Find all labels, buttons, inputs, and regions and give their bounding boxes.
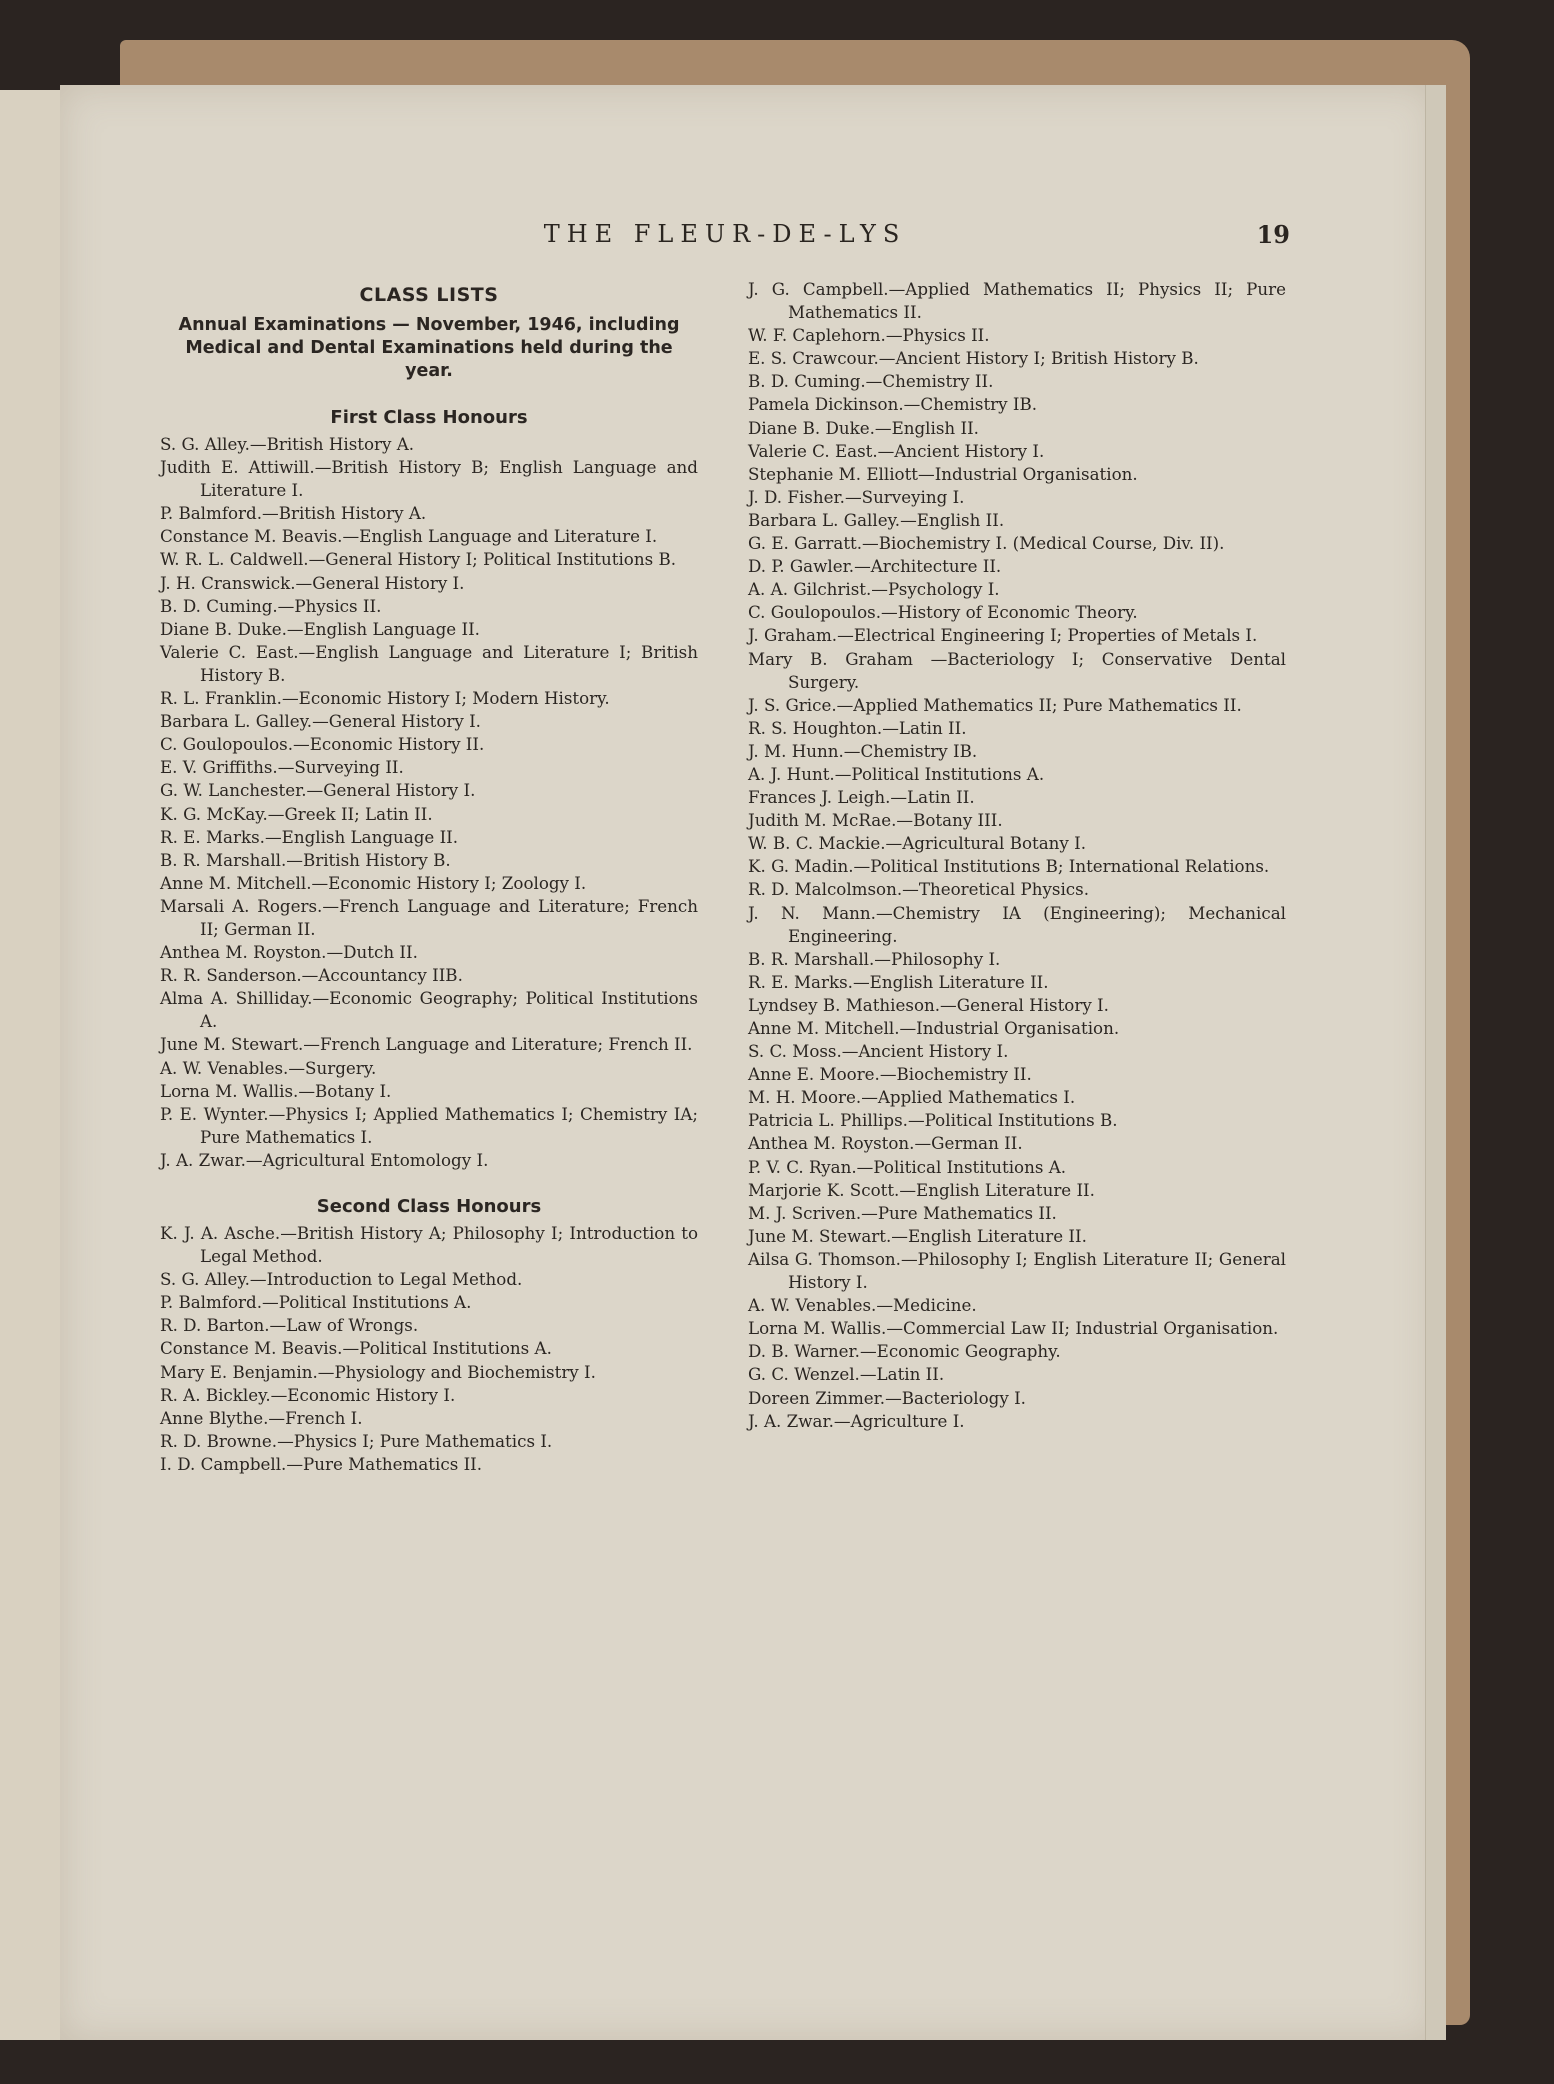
examinations-subheading: Annual Examinations — November, 1946, including Medical and Dental Examinations held during the year. bbox=[178, 315, 680, 381]
list-item: C. Goulopoulos.—Economic History II. bbox=[160, 734, 485, 755]
list-item: A. W. Venables.—Surgery. bbox=[160, 1057, 377, 1078]
list-item: W. B. C. Mackie.—Agricultural Botany I. bbox=[748, 833, 1087, 854]
list-item: R. A. Bickley.—Economic History I. bbox=[160, 1384, 456, 1405]
list-item: Diane B. Duke.—English Language II. bbox=[160, 618, 480, 639]
list-item: Doreen Zimmer.—Bacteriology I. bbox=[748, 1387, 1026, 1408]
list-item: R. D. Browne.—Physics I; Pure Mathematics I. bbox=[160, 1430, 553, 1451]
list-item: C. Goulopoulos.—History of Economic Theory. bbox=[748, 602, 1138, 623]
list-item: P. E. Wynter.—Physics I; Applied Mathematics I; Chemistry IA; Pure Mathematics I. bbox=[160, 1103, 698, 1147]
list-item: I. D. Campbell.—Pure Mathematics II. bbox=[160, 1453, 483, 1474]
list-item: S. G. Alley.—British History A. bbox=[160, 434, 415, 454]
list-item: Anthea M. Royston.—German II. bbox=[748, 1133, 1023, 1154]
list-item: June M. Stewart.—English Literature II. bbox=[748, 1225, 1087, 1246]
first-class-heading: First Class Honours bbox=[330, 407, 528, 428]
second-class-list-right bbox=[748, 278, 1286, 1433]
list-item: P. Balmford.—British History A. bbox=[160, 503, 427, 524]
list-item: Anthea M. Royston.—Dutch II. bbox=[160, 942, 418, 963]
list-item: K. J. A. Asche.—British History A; Philosophy I; Introduction to Legal Method. bbox=[160, 1223, 698, 1267]
list-item: Valerie C. East.—English Language and Literature I; British History B. bbox=[160, 641, 698, 685]
list-item: Anne E. Moore.—Biochemistry II. bbox=[748, 1064, 1032, 1085]
list-item: Pamela Dickinson.—Chemistry IB. bbox=[748, 394, 1038, 415]
page-number: 19 bbox=[1256, 220, 1290, 249]
list-item: K. G. Madin.—Political Institutions B; International Relations. bbox=[748, 856, 1270, 877]
list-item: Lorna M. Wallis.—Botany I. bbox=[160, 1080, 392, 1101]
class-lists-heading: CLASS LISTS bbox=[359, 284, 499, 306]
list-item: June M. Stewart.—French Language and Literature; French II. bbox=[160, 1034, 693, 1055]
list-item: R. E. Marks.—English Literature II. bbox=[748, 971, 1049, 992]
list-item: Mary E. Benjamin.—Physiology and Biochemistry I. bbox=[160, 1361, 596, 1382]
list-item: A. J. Hunt.—Political Institutions A. bbox=[748, 763, 1045, 784]
list-item: Alma A. Shilliday.—Economic Geography; Political Institutions A. bbox=[160, 988, 698, 1032]
list-item: J. A. Zwar.—Agricultural Entomology I. bbox=[160, 1149, 489, 1170]
list-item: Marsali A. Rogers.—French Language and Literature; French II; German II. bbox=[160, 895, 698, 939]
list-item: Constance M. Beavis.—Political Institutions A. bbox=[160, 1338, 552, 1359]
list-item: A. A. Gilchrist.—Psychology I. bbox=[748, 579, 1000, 600]
list-item: S. G. Alley.—Introduction to Legal Method. bbox=[160, 1269, 523, 1290]
list-item: Judith E. Attiwill.—British History B; English Language and Literature I. bbox=[160, 457, 698, 501]
list-item: D. P. Gawler.—Architecture II. bbox=[748, 556, 1002, 577]
list-item: B. D. Cuming.—Chemistry II. bbox=[748, 371, 994, 392]
list-item: E. S. Crawcour.—Ancient History I; British History B. bbox=[748, 348, 1199, 369]
page-gutter bbox=[1425, 85, 1446, 2040]
list-item: R. R. Sanderson.—Accountancy IIB. bbox=[160, 965, 463, 986]
list-item: P. Balmford.—Political Institutions A. bbox=[160, 1292, 472, 1313]
list-item: W. F. Caplehorn.—Physics II. bbox=[748, 325, 990, 346]
list-item: G. E. Garratt.—Biochemistry I. (Medical Course, Div. II). bbox=[748, 533, 1225, 554]
first-class-list bbox=[160, 433, 698, 1172]
list-item: Barbara L. Galley.—English II. bbox=[748, 509, 1005, 530]
list-item: G. C. Wenzel.—Latin II. bbox=[748, 1364, 945, 1385]
list-item: E. V. Griffiths.—Surveying II. bbox=[160, 757, 404, 778]
left-column bbox=[160, 278, 698, 1476]
list-item: Constance M. Beavis.—English Language and Literature I. bbox=[160, 526, 658, 547]
list-item: J. H. Cranswick.—General History I. bbox=[160, 572, 465, 593]
list-item: J. N. Mann.—Chemistry IA (Engineering); Mechanical Engineering. bbox=[748, 902, 1286, 946]
second-class-heading: Second Class Honours bbox=[316, 1196, 542, 1217]
list-item: D. B. Warner.—Economic Geography. bbox=[748, 1341, 1061, 1362]
list-item: B. R. Marshall.—British History B. bbox=[160, 849, 451, 870]
list-item: R. D. Malcolmson.—Theoretical Physics. bbox=[748, 879, 1089, 900]
list-item: J. A. Zwar.—Agriculture I. bbox=[748, 1410, 965, 1431]
list-item: W. R. L. Caldwell.—General History I; Political Institutions B. bbox=[160, 549, 677, 570]
list-item: S. C. Moss.—Ancient History I. bbox=[748, 1041, 1009, 1062]
running-title: THE FLEUR-DE-LYS bbox=[543, 220, 907, 248]
list-item: B. D. Cuming.—Physics II. bbox=[160, 595, 382, 616]
list-item: R. S. Houghton.—Latin II. bbox=[748, 717, 967, 738]
list-item: A. W. Venables.—Medicine. bbox=[748, 1295, 977, 1316]
list-item: Stephanie M. Elliott—Industrial Organisation. bbox=[748, 463, 1138, 484]
list-item: K. G. McKay.—Greek II; Latin II. bbox=[160, 803, 433, 824]
list-item: Judith M. McRae.—Botany III. bbox=[748, 810, 1003, 831]
list-item: Mary B. Graham —Bacteriology I; Conservative Dental Surgery. bbox=[748, 648, 1286, 692]
list-item: R. L. Franklin.—Economic History I; Modern History. bbox=[160, 688, 610, 709]
list-item: R. E. Marks.—English Language II. bbox=[160, 826, 459, 847]
left-page-edge bbox=[0, 90, 62, 2040]
list-item: J. D. Fisher.—Surveying I. bbox=[748, 486, 965, 507]
list-item: Marjorie K. Scott.—English Literature II. bbox=[748, 1179, 1095, 1200]
right-column bbox=[748, 278, 1286, 1433]
list-item: P. V. C. Ryan.—Political Institutions A. bbox=[748, 1156, 1067, 1177]
list-item: Diane B. Duke.—English II. bbox=[748, 417, 979, 438]
list-item: M. J. Scriven.—Pure Mathematics II. bbox=[748, 1202, 1057, 1223]
list-item: Anne Blythe.—French I. bbox=[160, 1407, 363, 1428]
list-item: Barbara L. Galley.—General History I. bbox=[160, 711, 481, 732]
list-item: Anne M. Mitchell.—Economic History I; Zoology I. bbox=[160, 872, 587, 893]
list-item: Valerie C. East.—Ancient History I. bbox=[748, 440, 1045, 461]
list-item: R. D. Barton.—Law of Wrongs. bbox=[160, 1315, 419, 1336]
list-item: J. G. Campbell.—Applied Mathematics II; Physics II; Pure Mathematics II. bbox=[748, 279, 1286, 323]
list-item: Patricia L. Phillips.—Political Institutions B. bbox=[748, 1110, 1118, 1131]
second-class-list-left bbox=[160, 1222, 698, 1476]
list-item: Anne M. Mitchell.—Industrial Organisation. bbox=[748, 1018, 1120, 1038]
list-item: M. H. Moore.—Applied Mathematics I. bbox=[748, 1087, 1076, 1108]
list-item: J. Graham.—Electrical Engineering I; Properties of Metals I. bbox=[748, 625, 1258, 646]
running-head bbox=[160, 220, 1290, 252]
list-item: J. S. Grice.—Applied Mathematics II; Pure Mathematics II. bbox=[748, 694, 1242, 715]
list-item: Frances J. Leigh.—Latin II. bbox=[748, 787, 975, 808]
list-item: Lorna M. Wallis.—Commercial Law II; Industrial Organisation. bbox=[748, 1318, 1279, 1339]
list-item: J. M. Hunn.—Chemistry IB. bbox=[748, 740, 978, 761]
list-item: Ailsa G. Thomson.—Philosophy I; English Literature II; General History I. bbox=[748, 1248, 1286, 1293]
list-item: Lyndsey B. Mathieson.—General History I. bbox=[748, 994, 1109, 1015]
list-item: B. R. Marshall.—Philosophy I. bbox=[748, 948, 1001, 969]
list-item: G. W. Lanchester.—General History I. bbox=[160, 780, 476, 801]
